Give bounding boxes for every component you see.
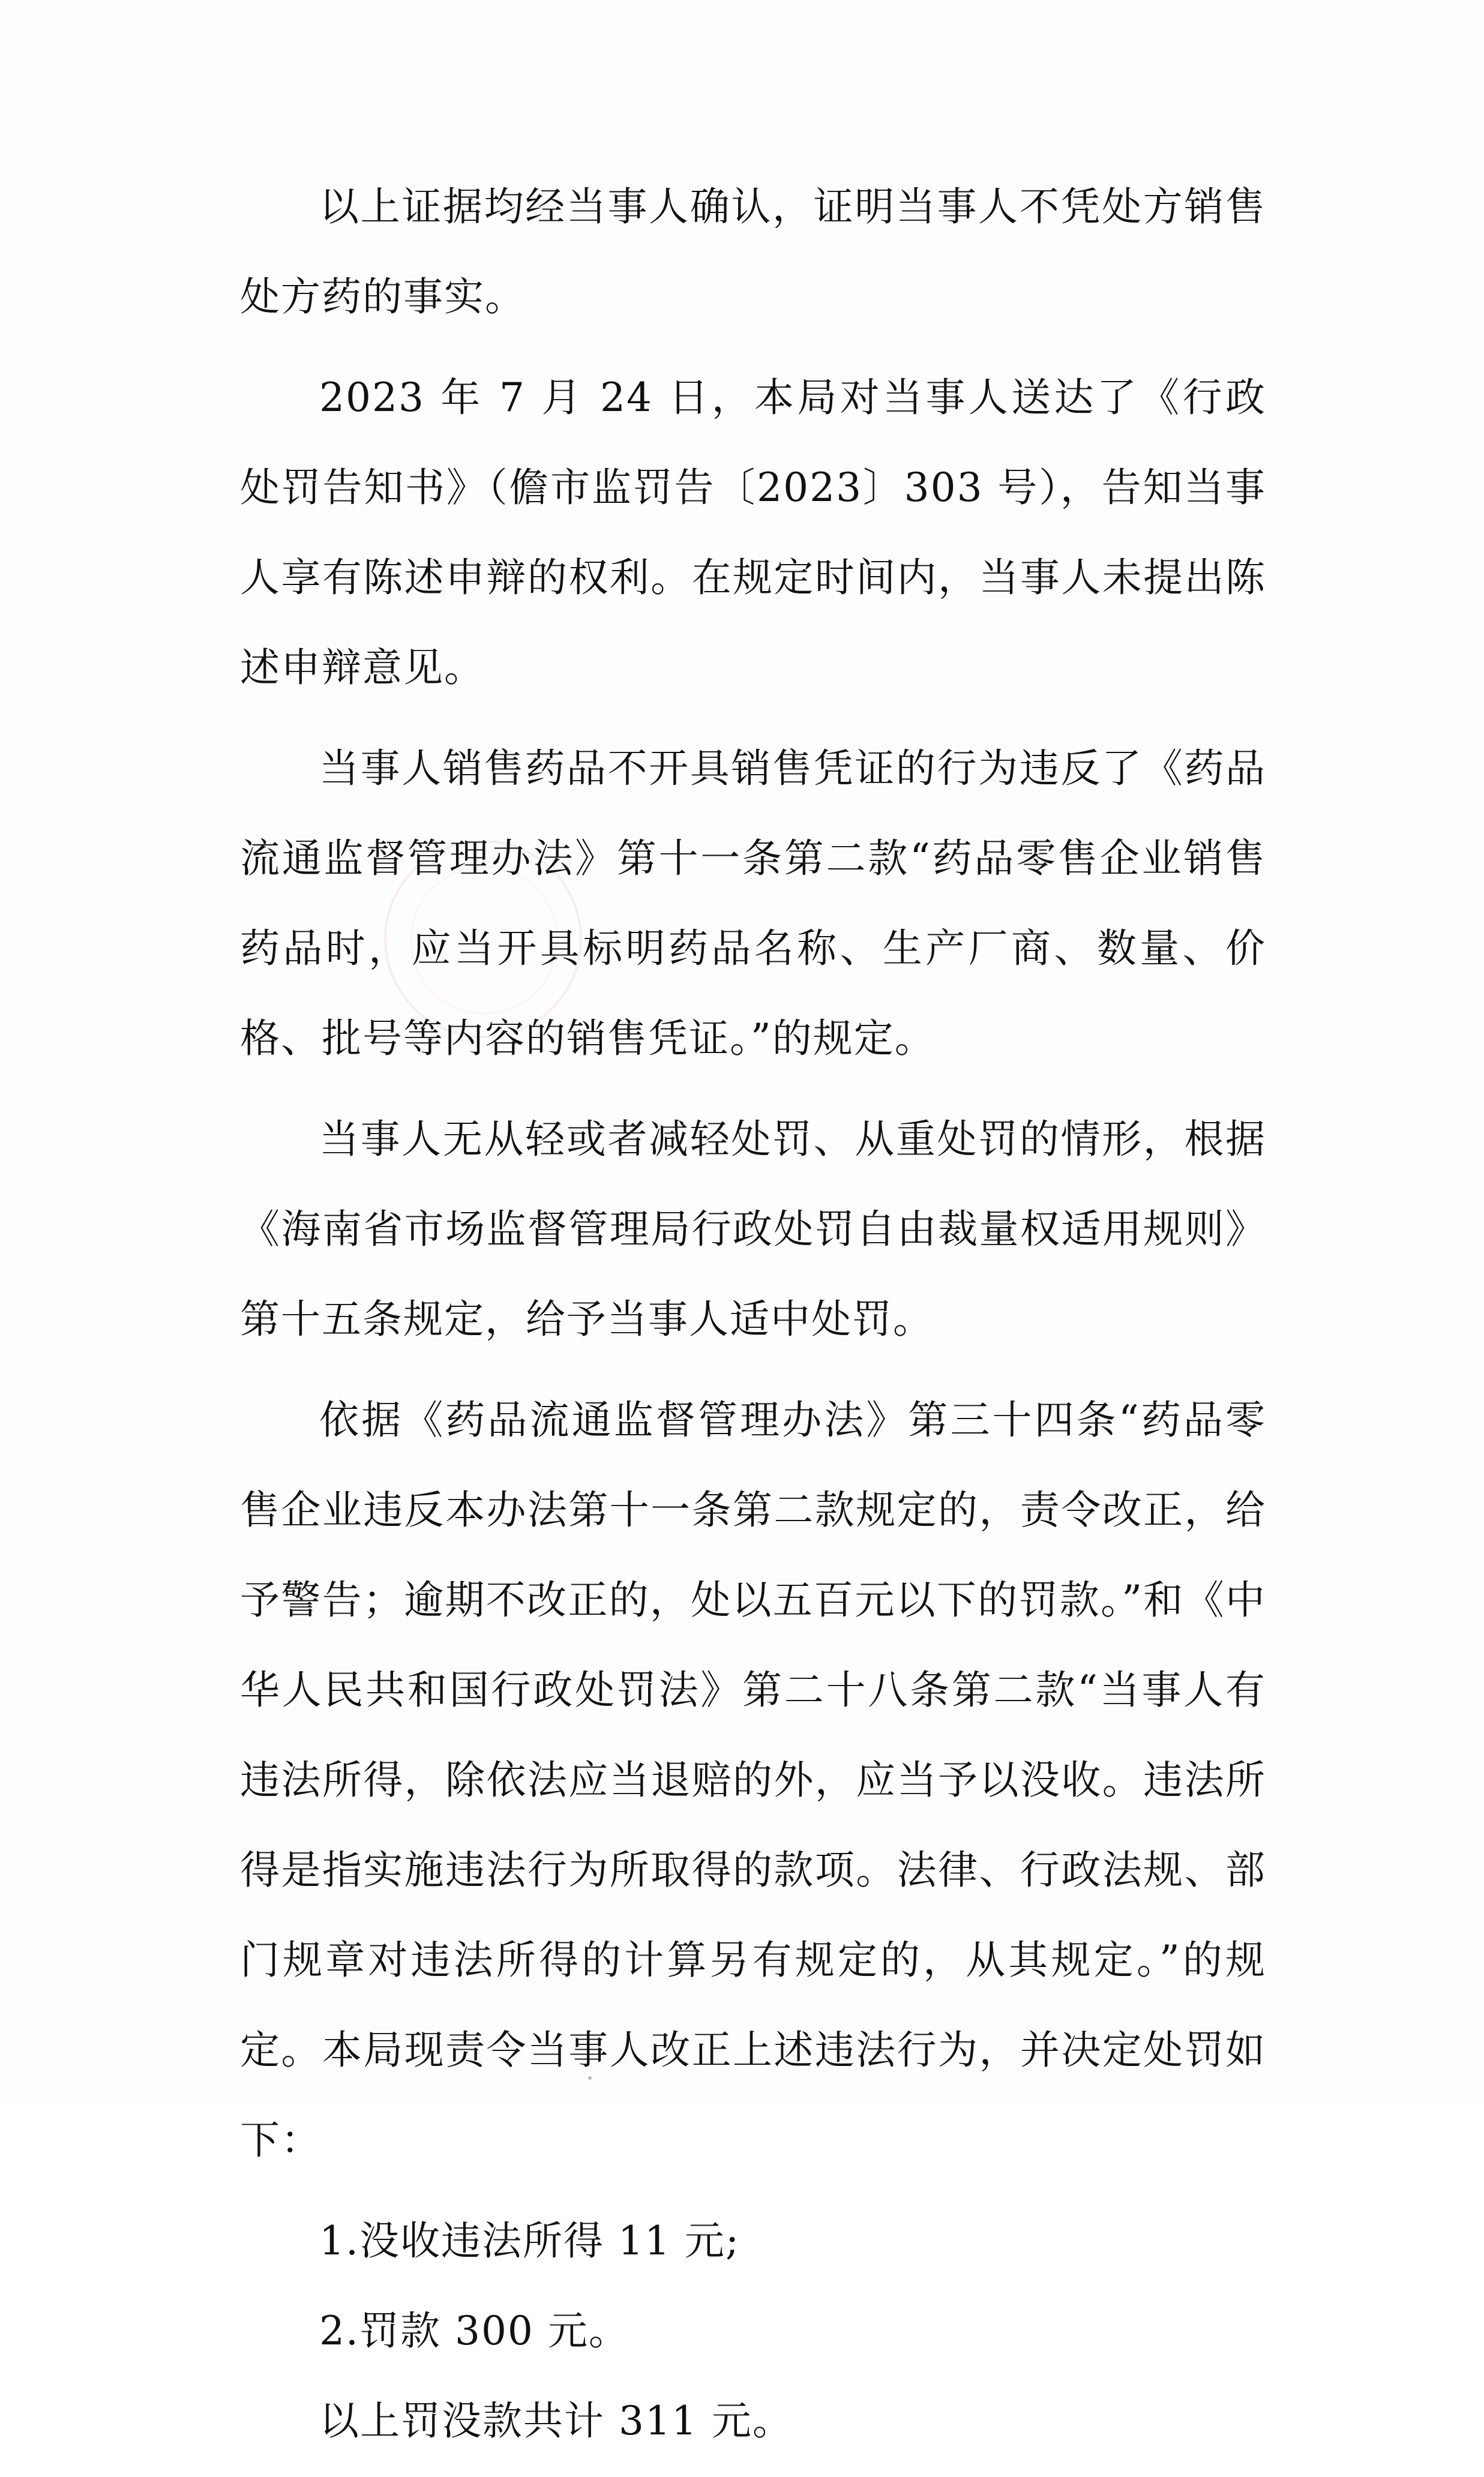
scan-dot	[588, 2076, 592, 2080]
paragraph-violation: 当事人销售药品不开具销售凭证的行为违反了《药品流通监督管理办法》第十一条第二款“药品零售企业销售药品时，应当开具标明药品名称、生产厂商、数量、价格、批号等内容的销售凭证。”的规定。	[240, 745, 1266, 1061]
penalty-item-confiscation: 1.没收违法所得 11 元;	[319, 2218, 740, 2264]
paragraph-discretion: 当事人无从轻或者减轻处罚、从重处罚的情形，根据《海南省市场监督管理局行政处罚自由裁量权适用规则》第十五条规定，给予当事人适中处罚。	[240, 1116, 1266, 1342]
penalty-total: 以上罚没款共计 311 元。	[319, 2398, 793, 2444]
penalty-item-fine: 2.罚款 300 元。	[319, 2308, 629, 2354]
paragraph-evidence-confirmation: 以上证据均经当事人确认，证明当事人不凭处方销售处方药的事实。	[240, 184, 1266, 320]
document-body	[240, 162, 1266, 2477]
paragraph-notice-delivery: 2023 年 7 月 24 日，本局对当事人送达了《行政处罚告知书》（儋市监罚告〔2023〕303 号），告知当事人享有陈述申辩的权利。在规定时间内，当事人未提出陈述申辩意见。	[240, 374, 1266, 691]
paragraph-legal-basis: 依据《药品流通监督管理办法》第三十四条“药品零售企业违反本办法第十一条第二款规定的，责令改正，给予警告；逾期不改正的，处以五百元以下的罚款。”和《中华人民共和国行政处罚法》第二十八条第二款“当事人有违法所得，除依法应当退赔的外，应当予以没收。违法所得是指实施违法行为所取得的款项。法律、行政法规、部门规章对违法所得的计算另有规定的，从其规定。”的规定。本局现责令当事人改正上述违法行为，并决定处罚如下：	[240, 1397, 1266, 2163]
